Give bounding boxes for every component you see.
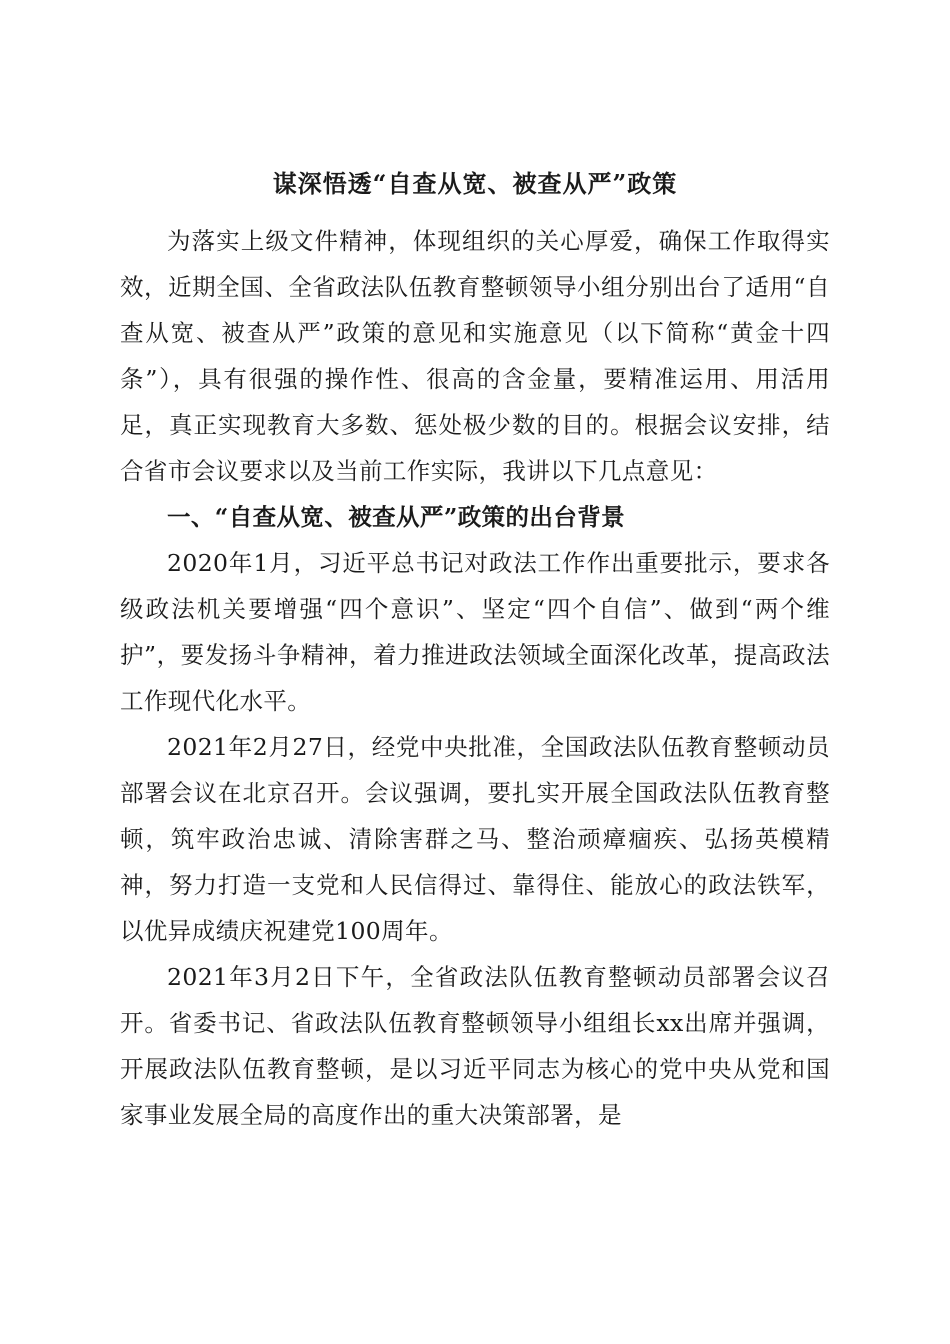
background-paragraph-1: 2020年1月，习近平总书记对政法工作作出重要批示，要求各级政法机关要增强“四个意识”、坚定“四个自信”、做到“两个维护”，要发扬斗争精神，着力推进政法领域全面深化改革，提高政法工作现代化水平。	[120, 549, 830, 715]
section-heading: 一、“自查从宽、被查从严”政策的出台背景	[167, 503, 626, 531]
background-paragraph-2: 2021年2月27日，经党中央批准，全国政法队伍教育整顿动员部署会议在北京召开。会议强调，要扎实开展全国政法队伍教育整顿，筑牢政治忠诚、清除害群之马、整治顽瘴痼疾、弘扬英模精神，努力打造一支党和人民信得过、靠得住、能放心的政法铁军，以优异成绩庆祝建党100周年。	[120, 733, 830, 945]
background-paragraph-3: 2021年3月2日下午，全省政法队伍教育整顿动员部署会议召开。省委书记、省政法队伍教育整顿领导小组组长xx出席并强调，开展政法队伍教育整顿，是以习近平同志为核心的党中央从党和国家事业发展全局的高度作出的重大决策部署，是	[120, 963, 830, 1129]
intro-paragraph: 为落实上级文件精神，体现组织的关心厚爱，确保工作取得实效，近期全国、全省政法队伍教育整顿领导小组分别出台了适用“自查从宽、被查从严”政策的意见和实施意见（以下简称“黄金十四条”），具有很强的操作性、很高的含金量，要精准运用、用活用足，真正实现教育大多数、惩处极少数的目的。根据会议安排，结合省市会议要求以及当前工作实际，我讲以下几点意见：	[120, 227, 830, 485]
document-title: 谋深悟透“自查从宽、被查从严”政策	[272, 169, 678, 198]
document-body	[120, 218, 830, 1138]
